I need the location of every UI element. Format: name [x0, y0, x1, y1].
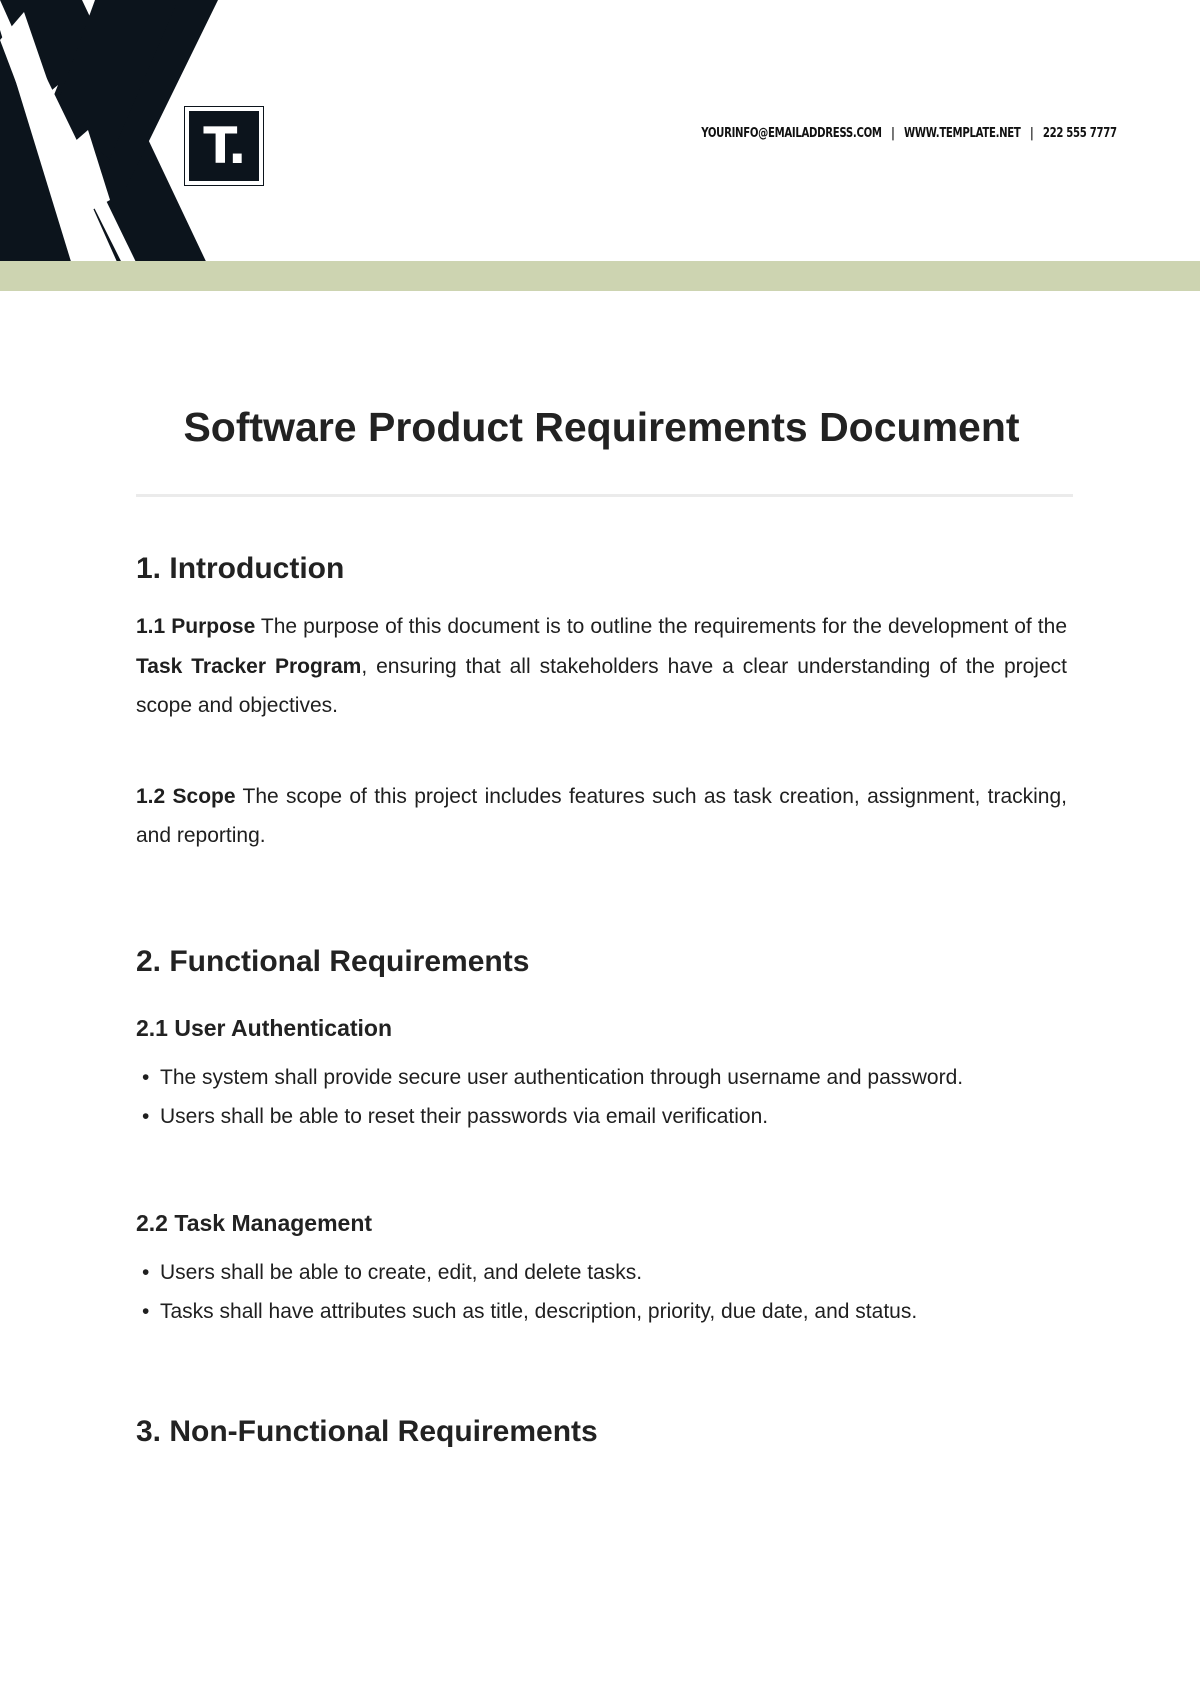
- title-divider: [136, 494, 1073, 497]
- logo-mark: T.: [189, 111, 259, 181]
- scope-paragraph: [136, 777, 1067, 856]
- section-introduction: [136, 549, 1067, 856]
- product-name: Task Tracker Program: [136, 654, 362, 678]
- purpose-text-end: , ensuring that all stakeholders have a clear understanding of the project scope and objectives.: [136, 654, 1067, 717]
- header-band: [0, 261, 1200, 291]
- subsection-heading: 2.1 User Authentication: [136, 1014, 393, 1041]
- purpose-paragraph: [136, 607, 1067, 726]
- section-heading: 2. Functional Requirements: [136, 944, 530, 978]
- document-body: [136, 395, 1067, 1452]
- section-heading: 3. Non-Functional Requirements: [136, 1414, 598, 1448]
- list-item: • The system shall provide secure user authentication through username and password.: [160, 1058, 1067, 1098]
- contact-info: [701, 126, 1117, 141]
- auth-requirements-list: [136, 1058, 1067, 1137]
- task-requirements-list: [136, 1253, 1067, 1332]
- purpose-label: 1.1 Purpose: [136, 615, 256, 638]
- document-title: Software Product Requirements Document: [183, 404, 1020, 450]
- contact-email: YOURINFO@EMAILADDRESS.COM: [701, 126, 882, 141]
- company-logo: [184, 106, 264, 186]
- section-heading: 1. Introduction: [136, 552, 345, 585]
- list-item: • Users shall be able to reset their passwords via email verification.: [160, 1097, 1067, 1137]
- list-item: • Users shall be able to create, edit, and delete tasks.: [160, 1253, 1067, 1293]
- purpose-text: The purpose of this document is to outline the requirements for the development of the: [255, 615, 1067, 638]
- section-functional-requirements: [136, 942, 1067, 1332]
- scope-text: The scope of this project includes features such as task creation, assignment, tracking, and reporting.: [136, 784, 1067, 847]
- subsection-heading: 2.2 Task Management: [136, 1209, 373, 1236]
- section-non-functional-requirements: [136, 1412, 1067, 1452]
- list-item: • Tasks shall have attributes such as title, description, priority, due date, and status.: [160, 1292, 1067, 1332]
- contact-phone: 222 555 7777: [1043, 126, 1117, 141]
- contact-separator: |: [1030, 126, 1034, 141]
- contact-separator: |: [891, 126, 895, 141]
- scope-label: 1.2 Scope: [136, 784, 236, 808]
- contact-website: WWW.TEMPLATE.NET: [904, 126, 1021, 141]
